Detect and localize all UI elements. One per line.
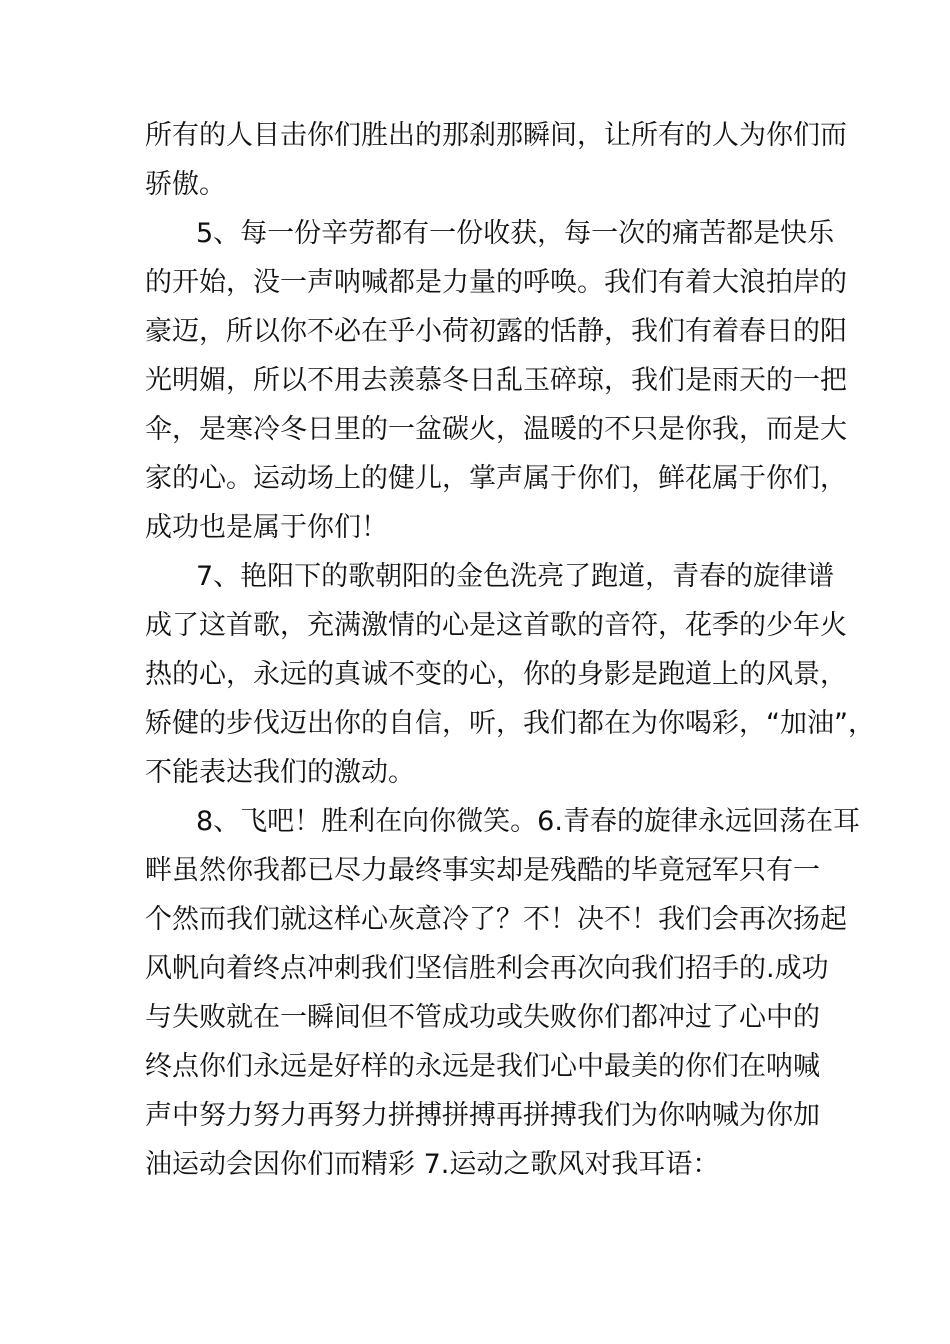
text-line: 成功也是属于你们！ — [145, 512, 388, 543]
paragraph-5-first-line: 5、每一份辛劳都有一份收获，每一次的痛苦都是快乐 — [196, 218, 835, 249]
text-line: 家的心。运动场上的健儿，掌声属于你们，鲜花属于你们， — [145, 463, 847, 494]
paragraph-8-first-line: 8、飞吧！胜利在向你微笑。6.青春的旋律永远回荡在耳 — [196, 806, 860, 837]
paragraph-7-first-line: 7、艳阳下的歌朝阳的金色洗亮了跑道，青春的旋律谱 — [196, 561, 835, 592]
text-line: 个然而我们就这样心灰意冷了？不！决不！我们会再次扬起 — [145, 904, 847, 935]
text-line: 声中努力努力再努力拼搏拼搏再拼搏我们为你呐喊为你加 — [145, 1100, 820, 1131]
text-line: 不能表达我们的激动。 — [145, 757, 415, 788]
text-line: 与失败就在一瞬间但不管成功或失败你们都冲过了心中的 — [145, 1002, 820, 1033]
text-line: 伞，是寒冷冬日里的一盆碳火，温暖的不只是你我，而是大 — [145, 414, 847, 445]
text-line: 热的心，永远的真诚不变的心，你的身影是跑道上的风景， — [145, 659, 847, 690]
text-line: 所有的人目击你们胜出的那刹那瞬间，让所有的人为你们而 — [145, 120, 847, 151]
text-line: 豪迈，所以你不必在乎小荷初露的恬静，我们有着春日的阳 — [145, 316, 847, 347]
text-line: 油运动会因你们而精彩 7.运动之歌风对我耳语： — [145, 1149, 720, 1180]
text-line: 骄傲。 — [145, 169, 226, 200]
text-line: 风帆向着终点冲刺我们坚信胜利会再次向我们招手的.成功 — [145, 953, 829, 984]
text-line: 畔虽然你我都已尽力最终事实却是残酷的毕竟冠军只有一 — [145, 855, 820, 886]
text-line: 光明媚，所以不用去羡慕冬日乱玉碎琼，我们是雨天的一把 — [145, 365, 847, 396]
text-line: 终点你们永远是好样的永远是我们心中最美的你们在呐喊 — [145, 1051, 820, 1082]
text-line: 的开始，没一声呐喊都是力量的呼唤。我们有着大浪拍岸的 — [145, 267, 847, 298]
text-line: 成了这首歌，充满激情的心是这首歌的音符，花季的少年火 — [145, 610, 847, 641]
text-line: 矫健的步伐迈出你的自信，听，我们都在为你喝彩，“加油”， — [145, 708, 875, 739]
